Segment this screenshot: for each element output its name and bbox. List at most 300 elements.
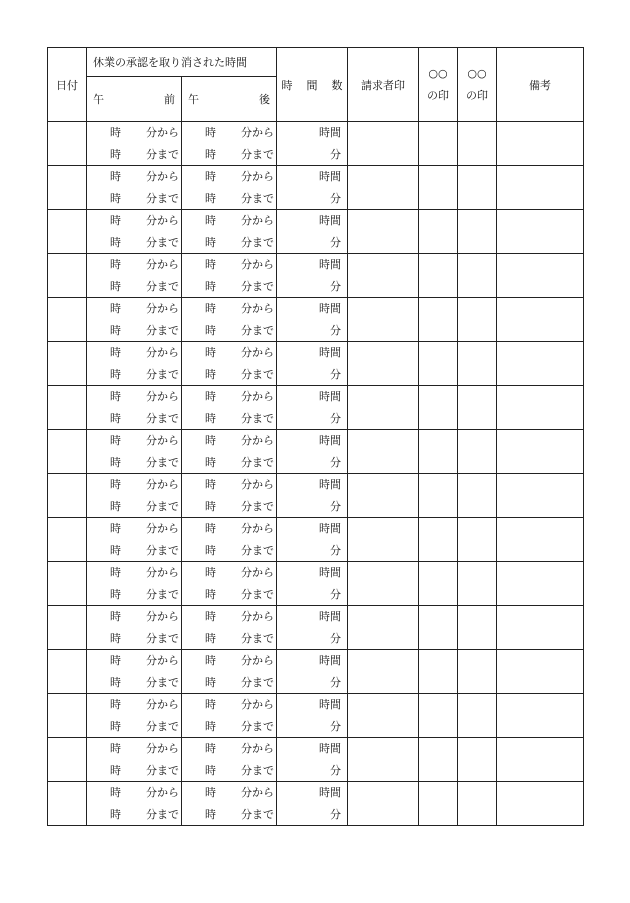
pm-to-hour-label: 時	[205, 191, 216, 205]
remarks-cell[interactable]	[497, 474, 584, 518]
minutes-unit-label: 分	[330, 807, 341, 821]
requester-seal-cell[interactable]	[348, 562, 419, 606]
am-from-hour-label: 時	[110, 390, 121, 403]
date-cell[interactable]	[48, 474, 87, 518]
table-row	[48, 650, 584, 694]
seal-1-cell[interactable]	[419, 738, 458, 782]
header-requester-seal-label: 請求者印	[361, 78, 405, 92]
seal-2-cell[interactable]	[458, 342, 497, 386]
requester-seal-cell[interactable]	[348, 254, 419, 298]
header-am-left: 午	[93, 93, 104, 106]
am-to-hour-label: 時	[110, 499, 121, 513]
seal-2-cell[interactable]	[458, 298, 497, 342]
pm-time-cell[interactable]	[182, 782, 277, 826]
am-from-label: 分から	[146, 654, 179, 667]
table-row	[48, 210, 584, 254]
hours-cell[interactable]	[277, 298, 348, 342]
pm-to-label: 分まで	[241, 147, 274, 161]
leave-cancellation-form	[47, 47, 584, 826]
pm-from-label: 分から	[241, 698, 274, 711]
am-time-cell[interactable]	[87, 254, 182, 298]
am-from-label: 分から	[146, 566, 179, 579]
am-time-cell[interactable]	[87, 474, 182, 518]
requester-seal-cell[interactable]	[348, 650, 419, 694]
am-to-hour-label: 時	[110, 807, 121, 821]
am-to-label: 分まで	[146, 367, 179, 381]
am-to-hour-label: 時	[110, 147, 121, 161]
date-cell[interactable]	[48, 122, 87, 166]
table-row	[48, 694, 584, 738]
hours-unit-label: 時間	[319, 610, 341, 623]
am-to-hour-label: 時	[110, 323, 121, 337]
hours-cell[interactable]	[277, 650, 348, 694]
am-to-hour-label: 時	[110, 191, 121, 205]
hours-cell[interactable]	[277, 518, 348, 562]
am-to-hour-label: 時	[110, 411, 121, 425]
pm-to-label: 分まで	[241, 631, 274, 645]
minutes-unit-label: 分	[330, 675, 341, 689]
pm-to-hour-label: 時	[205, 279, 216, 293]
am-from-label: 分から	[146, 214, 179, 227]
pm-from-hour-label: 時	[205, 214, 216, 227]
hours-unit-label: 時間	[319, 786, 341, 799]
pm-to-label: 分まで	[241, 411, 274, 425]
pm-time-cell[interactable]	[182, 386, 277, 430]
pm-to-hour-label: 時	[205, 147, 216, 161]
am-to-label: 分まで	[146, 323, 179, 337]
pm-to-hour-label: 時	[205, 235, 216, 249]
am-time-cell[interactable]	[87, 386, 182, 430]
seal-1-cell[interactable]	[419, 386, 458, 430]
hours-cell[interactable]	[277, 166, 348, 210]
am-to-hour-label: 時	[110, 719, 121, 733]
pm-from-hour-label: 時	[205, 346, 216, 359]
pm-to-hour-label: 時	[205, 587, 216, 601]
pm-from-hour-label: 時	[205, 478, 216, 491]
pm-from-hour-label: 時	[205, 786, 216, 799]
table-row	[48, 518, 584, 562]
header-pm	[182, 77, 277, 122]
pm-from-label: 分から	[241, 566, 274, 579]
am-to-hour-label: 時	[110, 455, 121, 469]
header-date-label: 日付	[56, 78, 78, 92]
pm-from-label: 分から	[241, 434, 274, 447]
requester-seal-cell[interactable]	[348, 518, 419, 562]
seal-2-cell[interactable]	[458, 738, 497, 782]
pm-time-cell[interactable]	[182, 738, 277, 782]
seal-1-cell[interactable]	[419, 650, 458, 694]
hours-unit-label: 時間	[319, 214, 341, 227]
minutes-unit-label: 分	[330, 543, 341, 557]
date-cell[interactable]	[48, 738, 87, 782]
requester-seal-cell[interactable]	[348, 386, 419, 430]
remarks-cell[interactable]	[497, 518, 584, 562]
pm-to-hour-label: 時	[205, 719, 216, 733]
am-time-cell[interactable]	[87, 694, 182, 738]
pm-from-label: 分から	[241, 742, 274, 755]
remarks-cell[interactable]	[497, 430, 584, 474]
requester-seal-cell[interactable]	[348, 430, 419, 474]
am-time-cell[interactable]	[87, 782, 182, 826]
minutes-unit-label: 分	[330, 499, 341, 513]
hours-unit-label: 時間	[319, 434, 341, 447]
hours-cell[interactable]	[277, 474, 348, 518]
hours-unit-label: 時間	[319, 742, 341, 755]
pm-time-cell[interactable]	[182, 562, 277, 606]
remarks-cell[interactable]	[497, 386, 584, 430]
am-to-label: 分まで	[146, 763, 179, 777]
pm-to-label: 分まで	[241, 587, 274, 601]
requester-seal-cell[interactable]	[348, 606, 419, 650]
pm-time-cell[interactable]	[182, 254, 277, 298]
am-time-cell[interactable]	[87, 518, 182, 562]
am-time-cell[interactable]	[87, 122, 182, 166]
header-leave-title	[87, 48, 277, 77]
header-requester-seal	[348, 48, 419, 122]
am-to-label: 分まで	[146, 191, 179, 205]
hours-unit-label: 時間	[319, 522, 341, 535]
pm-from-hour-label: 時	[205, 302, 216, 315]
hours-unit-label: 時間	[319, 478, 341, 491]
hours-cell[interactable]	[277, 122, 348, 166]
seal-2-cell[interactable]	[458, 210, 497, 254]
date-cell[interactable]	[48, 166, 87, 210]
date-cell[interactable]	[48, 210, 87, 254]
seal-1-cell[interactable]	[419, 166, 458, 210]
date-cell[interactable]	[48, 298, 87, 342]
am-time-cell[interactable]	[87, 166, 182, 210]
seal-1-cell[interactable]	[419, 430, 458, 474]
hours-cell[interactable]	[277, 430, 348, 474]
table-row	[48, 166, 584, 210]
date-cell[interactable]	[48, 606, 87, 650]
requester-seal-cell[interactable]	[348, 694, 419, 738]
date-cell[interactable]	[48, 694, 87, 738]
header-pm-right: 後	[259, 93, 270, 106]
remarks-cell[interactable]	[497, 254, 584, 298]
am-time-cell[interactable]	[87, 210, 182, 254]
am-from-hour-label: 時	[110, 126, 121, 139]
seal-2-cell[interactable]	[458, 254, 497, 298]
am-from-hour-label: 時	[110, 258, 121, 271]
date-cell[interactable]	[48, 342, 87, 386]
header-seal-1-bottom: の印	[427, 88, 449, 102]
am-to-label: 分まで	[146, 499, 179, 513]
table-row	[48, 386, 584, 430]
pm-from-hour-label: 時	[205, 566, 216, 579]
am-time-cell[interactable]	[87, 298, 182, 342]
header-leave-title-label: 休業の承認を取り消された時間	[93, 56, 247, 69]
pm-to-label: 分まで	[241, 807, 274, 821]
pm-time-cell[interactable]	[182, 694, 277, 738]
am-from-label: 分から	[146, 478, 179, 491]
am-to-label: 分まで	[146, 235, 179, 249]
seal-2-cell[interactable]	[458, 606, 497, 650]
hours-cell[interactable]	[277, 386, 348, 430]
pm-from-label: 分から	[241, 786, 274, 799]
seal-1-cell[interactable]	[419, 518, 458, 562]
am-from-label: 分から	[146, 698, 179, 711]
date-cell[interactable]	[48, 782, 87, 826]
hours-unit-label: 時間	[319, 698, 341, 711]
minutes-unit-label: 分	[330, 763, 341, 777]
pm-from-hour-label: 時	[205, 390, 216, 403]
seal-1-cell[interactable]	[419, 254, 458, 298]
hours-cell[interactable]	[277, 562, 348, 606]
header-seal-2-bottom: の印	[466, 88, 488, 102]
seal-1-cell[interactable]	[419, 122, 458, 166]
am-to-label: 分まで	[146, 411, 179, 425]
am-from-label: 分から	[146, 170, 179, 183]
am-to-label: 分まで	[146, 455, 179, 469]
remarks-cell[interactable]	[497, 122, 584, 166]
table-row	[48, 562, 584, 606]
requester-seal-cell[interactable]	[348, 738, 419, 782]
am-from-label: 分から	[146, 258, 179, 271]
seal-1-cell[interactable]	[419, 694, 458, 738]
requester-seal-cell[interactable]	[348, 298, 419, 342]
table-row	[48, 298, 584, 342]
pm-time-cell[interactable]	[182, 342, 277, 386]
header-seal-2-top: ○○	[467, 66, 487, 80]
pm-from-label: 分から	[241, 654, 274, 667]
remarks-cell[interactable]	[497, 562, 584, 606]
am-from-hour-label: 時	[110, 522, 121, 535]
pm-to-label: 分まで	[241, 279, 274, 293]
remarks-cell[interactable]	[497, 738, 584, 782]
pm-time-cell[interactable]	[182, 606, 277, 650]
date-cell[interactable]	[48, 386, 87, 430]
am-from-hour-label: 時	[110, 610, 121, 623]
seal-2-cell[interactable]	[458, 562, 497, 606]
pm-to-label: 分まで	[241, 719, 274, 733]
header-hours-char-3: 数	[331, 78, 343, 92]
am-from-hour-label: 時	[110, 478, 121, 491]
hours-unit-label: 時間	[319, 170, 341, 183]
am-from-label: 分から	[146, 742, 179, 755]
header-hours	[277, 48, 348, 122]
pm-time-cell[interactable]	[182, 210, 277, 254]
remarks-cell[interactable]	[497, 694, 584, 738]
pm-to-label: 分まで	[241, 367, 274, 381]
pm-from-hour-label: 時	[205, 742, 216, 755]
seal-2-cell[interactable]	[458, 430, 497, 474]
hours-unit-label: 時間	[319, 566, 341, 579]
seal-1-cell[interactable]	[419, 210, 458, 254]
hours-unit-label: 時間	[319, 126, 341, 139]
hours-cell[interactable]	[277, 254, 348, 298]
am-time-cell[interactable]	[87, 562, 182, 606]
header-am	[87, 77, 182, 122]
pm-from-hour-label: 時	[205, 434, 216, 447]
minutes-unit-label: 分	[330, 367, 341, 381]
remarks-cell[interactable]	[497, 606, 584, 650]
pm-to-hour-label: 時	[205, 807, 216, 821]
remarks-cell[interactable]	[497, 782, 584, 826]
hours-cell[interactable]	[277, 782, 348, 826]
pm-to-hour-label: 時	[205, 763, 216, 777]
seal-1-cell[interactable]	[419, 782, 458, 826]
am-time-cell[interactable]	[87, 342, 182, 386]
am-time-cell[interactable]	[87, 650, 182, 694]
hours-cell[interactable]	[277, 606, 348, 650]
am-time-cell[interactable]	[87, 606, 182, 650]
pm-to-hour-label: 時	[205, 543, 216, 557]
seal-2-cell[interactable]	[458, 518, 497, 562]
pm-to-label: 分まで	[241, 191, 274, 205]
pm-to-hour-label: 時	[205, 323, 216, 337]
seal-2-cell[interactable]	[458, 782, 497, 826]
requester-seal-cell[interactable]	[348, 210, 419, 254]
seal-2-cell[interactable]	[458, 650, 497, 694]
am-to-hour-label: 時	[110, 763, 121, 777]
table-row	[48, 474, 584, 518]
remarks-cell[interactable]	[497, 650, 584, 694]
am-to-label: 分まで	[146, 719, 179, 733]
remarks-cell[interactable]	[497, 342, 584, 386]
header-hours-char-2: 間	[306, 78, 318, 92]
minutes-unit-label: 分	[330, 323, 341, 337]
am-from-hour-label: 時	[110, 302, 121, 315]
date-cell[interactable]	[48, 650, 87, 694]
am-from-label: 分から	[146, 434, 179, 447]
header-hours-char-1: 時	[281, 78, 293, 92]
pm-to-label: 分まで	[241, 235, 274, 249]
seal-2-cell[interactable]	[458, 474, 497, 518]
remarks-cell[interactable]	[497, 298, 584, 342]
remarks-cell[interactable]	[497, 166, 584, 210]
seal-1-cell[interactable]	[419, 474, 458, 518]
pm-from-hour-label: 時	[205, 522, 216, 535]
pm-from-hour-label: 時	[205, 258, 216, 271]
seal-1-cell[interactable]	[419, 606, 458, 650]
seal-2-cell[interactable]	[458, 166, 497, 210]
am-from-label: 分から	[146, 522, 179, 535]
seal-2-cell[interactable]	[458, 122, 497, 166]
header-seal-1-top: ○○	[428, 66, 448, 80]
am-to-hour-label: 時	[110, 543, 121, 557]
am-time-cell[interactable]	[87, 430, 182, 474]
am-to-hour-label: 時	[110, 631, 121, 645]
seal-2-cell[interactable]	[458, 386, 497, 430]
pm-from-label: 分から	[241, 610, 274, 623]
date-cell[interactable]	[48, 562, 87, 606]
am-from-label: 分から	[146, 390, 179, 403]
pm-from-label: 分から	[241, 390, 274, 403]
requester-seal-cell[interactable]	[348, 166, 419, 210]
hours-unit-label: 時間	[319, 258, 341, 271]
pm-to-hour-label: 時	[205, 675, 216, 689]
date-cell[interactable]	[48, 518, 87, 562]
hours-cell[interactable]	[277, 694, 348, 738]
am-to-hour-label: 時	[110, 587, 121, 601]
am-from-hour-label: 時	[110, 434, 121, 447]
minutes-unit-label: 分	[330, 147, 341, 161]
date-cell[interactable]	[48, 254, 87, 298]
am-to-label: 分まで	[146, 279, 179, 293]
minutes-unit-label: 分	[330, 191, 341, 205]
date-cell[interactable]	[48, 430, 87, 474]
pm-to-label: 分まで	[241, 455, 274, 469]
requester-seal-cell[interactable]	[348, 782, 419, 826]
minutes-unit-label: 分	[330, 235, 341, 249]
header-date	[48, 48, 87, 122]
hours-cell[interactable]	[277, 342, 348, 386]
hours-unit-label: 時間	[319, 390, 341, 403]
header-pm-left: 午	[188, 93, 199, 106]
header-am-right: 前	[164, 93, 175, 106]
pm-time-cell[interactable]	[182, 518, 277, 562]
seal-2-cell[interactable]	[458, 694, 497, 738]
am-to-label: 分まで	[146, 147, 179, 161]
am-to-label: 分まで	[146, 675, 179, 689]
seal-1-cell[interactable]	[419, 298, 458, 342]
pm-time-cell[interactable]	[182, 430, 277, 474]
pm-from-hour-label: 時	[205, 126, 216, 139]
requester-seal-cell[interactable]	[348, 122, 419, 166]
pm-from-label: 分から	[241, 258, 274, 271]
hours-unit-label: 時間	[319, 346, 341, 359]
am-time-cell[interactable]	[87, 738, 182, 782]
am-from-hour-label: 時	[110, 170, 121, 183]
pm-time-cell[interactable]	[182, 650, 277, 694]
hours-cell[interactable]	[277, 210, 348, 254]
pm-from-label: 分から	[241, 478, 274, 491]
pm-time-cell[interactable]	[182, 166, 277, 210]
am-from-label: 分から	[146, 126, 179, 139]
pm-from-hour-label: 時	[205, 610, 216, 623]
pm-time-cell[interactable]	[182, 298, 277, 342]
pm-to-hour-label: 時	[205, 455, 216, 469]
hours-cell[interactable]	[277, 738, 348, 782]
am-from-label: 分から	[146, 786, 179, 799]
am-from-hour-label: 時	[110, 698, 121, 711]
table-row	[48, 782, 584, 826]
am-from-label: 分から	[146, 302, 179, 315]
pm-from-label: 分から	[241, 214, 274, 227]
pm-from-label: 分から	[241, 170, 274, 183]
requester-seal-cell[interactable]	[348, 474, 419, 518]
header-seal-2	[458, 48, 497, 122]
pm-to-hour-label: 時	[205, 499, 216, 513]
table-row	[48, 738, 584, 782]
pm-time-cell[interactable]	[182, 474, 277, 518]
am-to-hour-label: 時	[110, 279, 121, 293]
minutes-unit-label: 分	[330, 455, 341, 469]
pm-from-hour-label: 時	[205, 698, 216, 711]
minutes-unit-label: 分	[330, 279, 341, 293]
header-remarks	[497, 48, 584, 122]
minutes-unit-label: 分	[330, 719, 341, 733]
am-from-label: 分から	[146, 610, 179, 623]
am-from-hour-label: 時	[110, 786, 121, 799]
seal-1-cell[interactable]	[419, 342, 458, 386]
am-from-label: 分から	[146, 346, 179, 359]
pm-to-label: 分まで	[241, 323, 274, 337]
am-from-hour-label: 時	[110, 214, 121, 227]
remarks-cell[interactable]	[497, 210, 584, 254]
table-row	[48, 122, 584, 166]
pm-to-label: 分まで	[241, 763, 274, 777]
pm-from-label: 分から	[241, 302, 274, 315]
minutes-unit-label: 分	[330, 411, 341, 425]
pm-to-hour-label: 時	[205, 411, 216, 425]
pm-to-hour-label: 時	[205, 631, 216, 645]
pm-time-cell[interactable]	[182, 122, 277, 166]
seal-1-cell[interactable]	[419, 562, 458, 606]
am-to-hour-label: 時	[110, 367, 121, 381]
requester-seal-cell[interactable]	[348, 342, 419, 386]
